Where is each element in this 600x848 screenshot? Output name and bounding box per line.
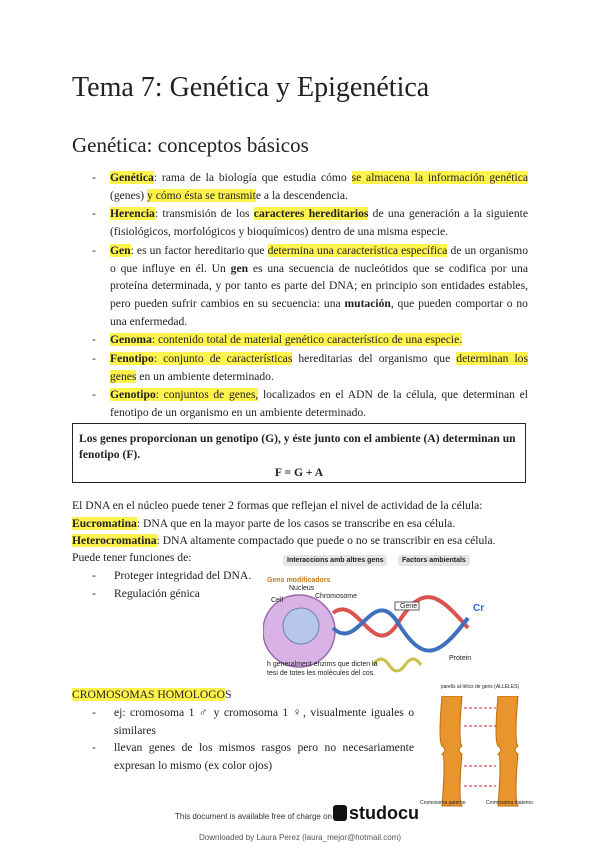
- list-item: - Genoma: contenido total de material genético característico de una especie.: [92, 331, 528, 349]
- genes-interaction-label: Interaccions amb altres gens: [283, 555, 387, 566]
- list-item: - ej: cromosoma 1 ♂ y cromosoma 1 ♀, visualmente iguales o similares: [92, 704, 414, 739]
- maternal-chromosome: [496, 696, 518, 806]
- gene-expression-figure: [263, 553, 483, 683]
- eucromatina-line: Eucromatina: DNA que en la mayor parte de los casos se transcribe en esa célula.: [72, 517, 456, 530]
- environment-label: Factors ambientals: [398, 555, 470, 566]
- list-item: - Herencia: transmisión de los caracteres hereditarios de una generación a la siguiente (fisiológicos, morfológicos y bioquímicos) dentro de una misma especie.: [92, 205, 528, 240]
- list-item: - Genotipo: conjuntos de genes, localizados en el ADN de la célula, que determinan el fenotipo de un organismo en un ambiente determinado.: [92, 386, 528, 421]
- heterocromatina-line: Heterocromatina: DNA altamente compactado que puede o no se transcribir en esa célula.: [72, 534, 496, 547]
- chromosome-label: Chromosome: [315, 593, 358, 600]
- modifier-genes-label: Gens modificadors: [267, 577, 331, 584]
- studocu-icon: [333, 805, 347, 821]
- nucleus-label: Nucleus: [289, 585, 315, 592]
- chromosome-figure: [420, 684, 540, 804]
- chromosome-diagram: [420, 696, 540, 808]
- list-item: - Regulación génica: [92, 585, 262, 603]
- paternal-label: Cromosoma paterno: [420, 800, 466, 806]
- formula: F = G + A: [274, 466, 324, 479]
- functions-intro: Puede tener funciones de:: [72, 551, 192, 564]
- footer-note: This document is available free of charge on: [175, 812, 332, 821]
- maternal-label: Cromosoma materno: [486, 800, 533, 806]
- section-heading: Genética: conceptos básicos: [72, 133, 309, 157]
- formula-box: [72, 423, 526, 483]
- cell-label: Cell: [271, 597, 284, 604]
- definitions-list: [92, 169, 528, 423]
- nucleus-shape: [283, 608, 319, 644]
- studocu-logo[interactable]: studocu: [333, 803, 419, 824]
- side-fragment: Cr: [473, 603, 485, 614]
- list-item: - Fenotipo: conjunto de características hereditarias del organismo que determinan los genes en un ambiente determinado.: [92, 350, 528, 385]
- paternal-chromosome: [440, 696, 462, 806]
- formula-text: Los genes proporcionan un genotipo (G), y éste junto con el ambiente (A) determinan un fenotipo (F).: [79, 432, 516, 461]
- protein-label: Protein: [449, 655, 472, 662]
- list-item: - Genética: rama de la biología que estudia cómo se almacena la información genética (genes) y cómo ésta se transmite a la descendencia.: [92, 169, 528, 204]
- alleles-label: parells al·lèlics de gens (ALLELES): [440, 684, 520, 690]
- homologos-list: [92, 704, 414, 775]
- download-note: Downloaded by Laura Perez (laura_mejor@hotmail.com): [199, 833, 401, 842]
- functions-list: [92, 567, 262, 602]
- page-title: Tema 7: Genética y Epigenética: [72, 72, 430, 103]
- list-item: - Gen: es un factor hereditario que determina una característica específica de un organismo o que influye en él. Un gen es una secuencia de nucleótidos que se codifica por una proteína determinada, y por tanto es parte del DNA; en principio son entidades estables, pero pueden sufrir cambios en su secuencia: una mutación, que pueden comportar o no una enfermedad.: [92, 242, 528, 331]
- figure-caption: h generalment enzims que dicten la tesi de totes les molècules del cos.: [267, 661, 378, 677]
- list-item: - Proteger integridad del DNA.: [92, 567, 262, 585]
- dna-intro: El DNA en el núcleo puede tener 2 formas que reflejan el nivel de actividad de la célula:: [72, 499, 483, 512]
- gene-label: Gene: [400, 603, 418, 610]
- list-item: - llevan genes de los mismos rasgos pero no necesariamente expresan lo mismo (ex color ojos): [92, 739, 414, 774]
- homologos-heading: CROMOSOMAS HOMOLOGOS: [72, 688, 232, 701]
